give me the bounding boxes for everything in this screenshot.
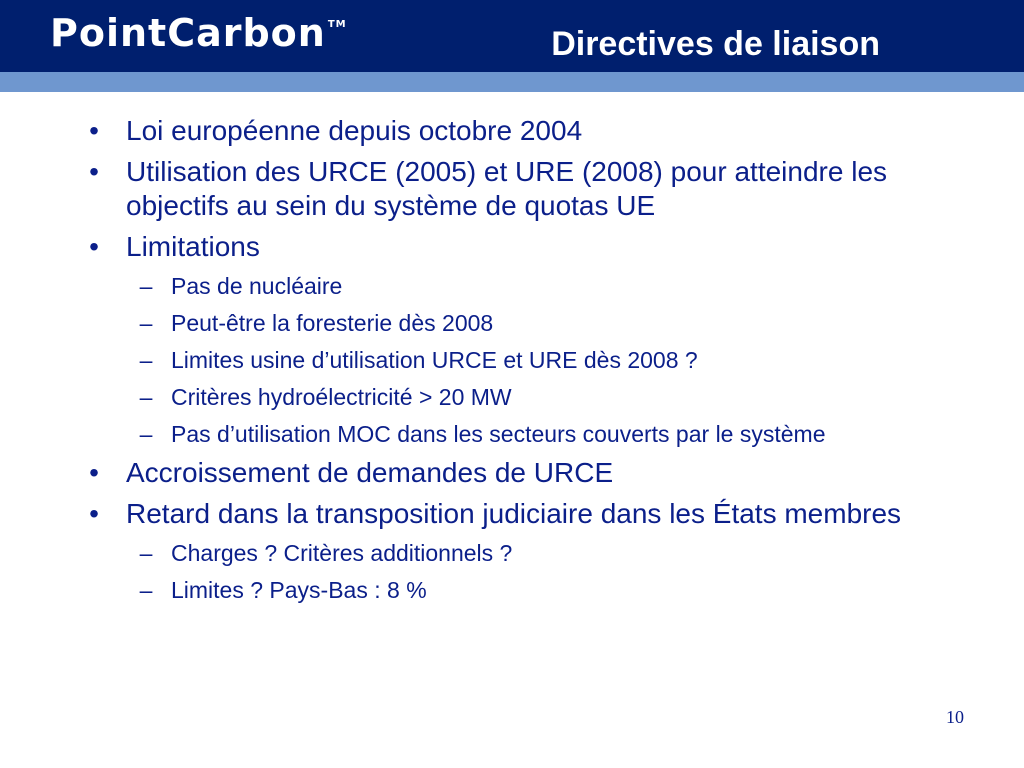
sub-bullet-text: Limites usine d’utilisation URCE et URE dès 2008 ? (171, 347, 698, 373)
bullet-text: Loi européenne depuis octobre 2004 (126, 115, 583, 146)
logo-trademark: TM (327, 19, 347, 30)
dash-marker: – (139, 577, 153, 603)
pointcarbon-logo (50, 11, 347, 55)
dash-marker: – (139, 421, 153, 447)
logo-text-carbon: Carbon (167, 11, 326, 55)
bullet-marker: • (89, 498, 99, 529)
bullet-text: Retard dans la transposition judiciaire dans les États membres (126, 498, 902, 529)
sub-bullet-item (0, 575, 871, 605)
bullet-marker: • (89, 457, 99, 488)
bullet-marker: • (89, 115, 99, 146)
bullet-text: Utilisation des URCE (2005) et URE (2008) pour atteindre les objectifs au sein du système de quotas UE (126, 156, 888, 221)
bullet-item (0, 230, 926, 264)
sub-bullet-text: Critères hydroélectricité > 20 MW (171, 384, 512, 410)
bullet-text: Limitations (126, 231, 260, 262)
dash-marker: – (139, 347, 153, 373)
sub-bullet-item (0, 419, 871, 449)
bullet-item (0, 456, 926, 490)
header-stripe (0, 72, 1024, 92)
dash-marker: – (139, 540, 153, 566)
sub-bullet-text: Peut-être la foresterie dès 2008 (171, 310, 494, 336)
logo-text-point: Point (50, 11, 168, 55)
sub-bullet-item (0, 308, 871, 338)
sub-bullet-text: Pas de nucléaire (171, 273, 343, 299)
dash-marker: – (139, 310, 153, 336)
page-number: 10 (946, 707, 964, 727)
bullet-text: Accroissement de demandes de URCE (126, 457, 614, 488)
dash-marker: – (139, 384, 153, 410)
bullet-marker: • (89, 231, 99, 262)
sub-bullet-text: Charges ? Critères additionnels ? (171, 540, 513, 566)
slide-title: Directives de liaison (551, 25, 880, 63)
sub-bullet-text: Limites ? Pays-Bas : 8 % (171, 577, 427, 603)
bullet-item (0, 114, 926, 148)
bullet-item (0, 497, 926, 531)
bullet-marker: • (89, 156, 99, 187)
sub-bullet-text: Pas d’utilisation MOC dans les secteurs couverts par le système (171, 421, 826, 447)
sub-bullet-item (0, 271, 871, 301)
sub-bullet-item (0, 382, 871, 412)
bullet-item (0, 155, 926, 223)
sub-bullet-item (0, 345, 871, 375)
bullet-list (0, 114, 1024, 612)
sub-bullet-item (0, 538, 871, 568)
dash-marker: – (139, 273, 153, 299)
